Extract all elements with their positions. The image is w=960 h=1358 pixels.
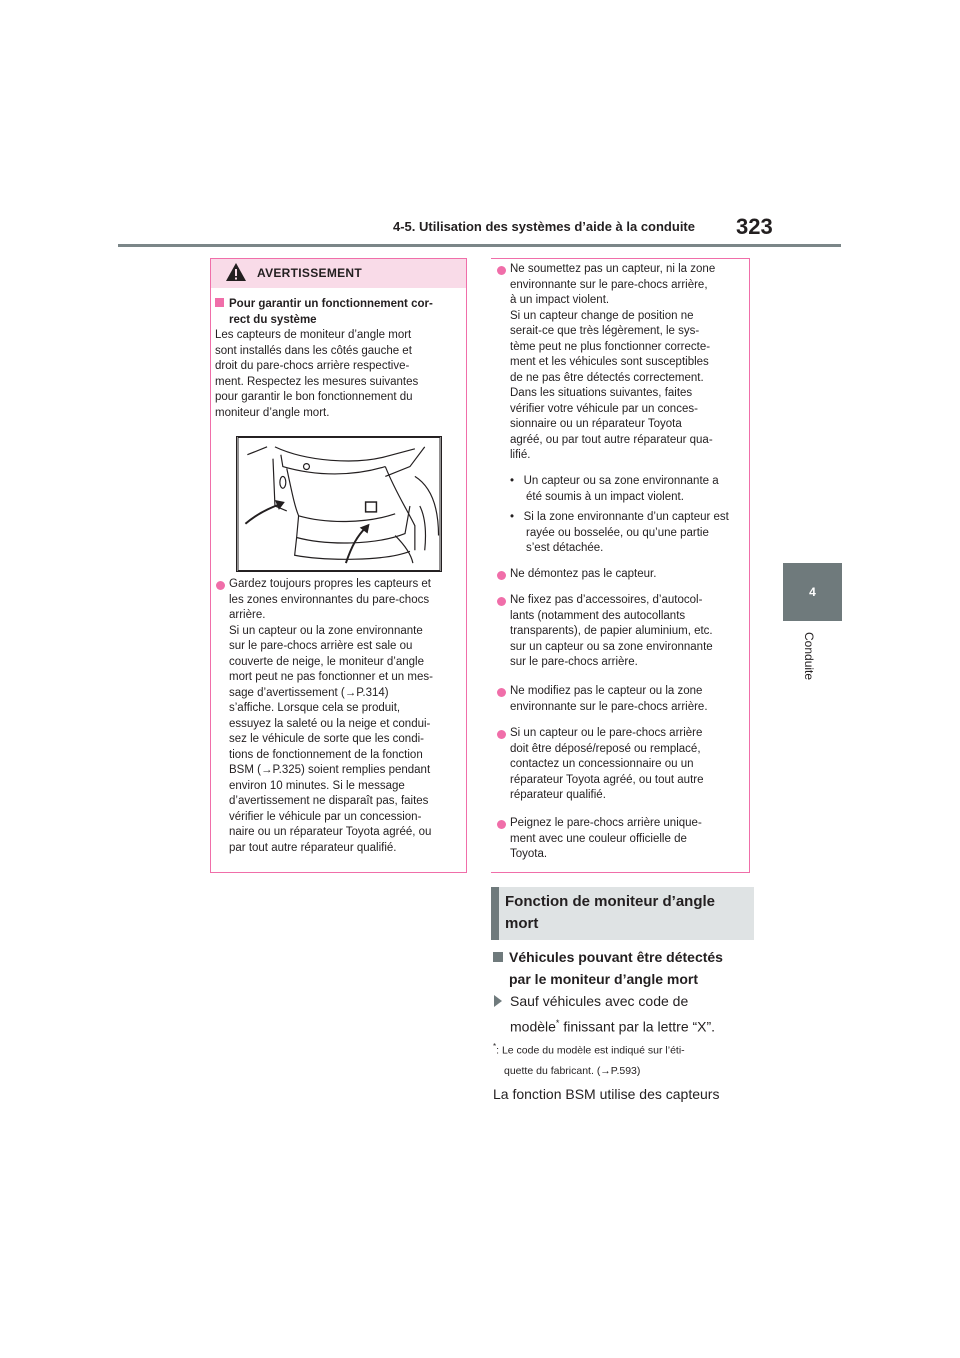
sub-heading: Véhicules pouvant être détectés par le moniteur d’angle mort — [493, 946, 723, 990]
chapter-label — [802, 632, 822, 692]
bullet-dot-icon — [497, 571, 506, 580]
bullet-dot-icon — [216, 581, 225, 590]
right-sub-bullet-2: • Si la zone environnante d’un capteur est rayée ou bosselée, ou qu’une partie s’est détachée. — [510, 511, 729, 554]
pink-square-icon — [215, 298, 224, 307]
dot-glyph: • — [510, 475, 515, 487]
dot-glyph: • — [510, 511, 515, 523]
right-bullet-3: Ne fixez pas d’accessoires, d’autocol- lants (notamment des autocollants transparents), de papier aluminium, etc. sur un capteur ou sa zone environnante sur le pare-chocs arrière. — [510, 594, 713, 668]
bullet-dot-icon — [497, 597, 506, 606]
dark-square-icon — [493, 952, 503, 962]
right-bullet-1: Ne soumettez pas un capteur, ni la zone environnante sur le pare-chocs arrière, à un impact violent. Si un capteur change de position ne serait-ce que très légèrement, le sys- tème peut ne plus fonctionner correcte- ment et les véhicules sont susceptibles de ne pas être détectés correctement. Dans les situations suivantes, faites vérifier votre véhicule par un conces- sionnaire ou un réparateur Toyota agréé, ou par tout autre réparateur qua- lifié. — [510, 263, 716, 461]
header-title: 4-5. Utilisation des systèmes d’aide à la conduite — [393, 219, 695, 234]
header-rule — [118, 244, 841, 247]
chapter-tab: 4 — [783, 563, 842, 621]
body-text: La fonction BSM utilise des capteurs — [493, 1086, 720, 1102]
bullet-dot-icon — [497, 688, 506, 697]
bullet-dot-icon — [497, 266, 506, 275]
warning-triangle-icon — [225, 262, 247, 282]
rear-bumper-sensor-illustration — [236, 436, 442, 572]
right-bullet-6: Peignez le pare-chocs arrière unique- ment avec une couleur officielle de Toyota. — [510, 817, 702, 860]
triangle-bullet-icon — [494, 995, 502, 1007]
right-bullet-5: Si un capteur ou le pare-chocs arrière doit être déposé/reposé ou remplacé, contactez un concessionnaire ou un réparateur Toyota agréé, ou tout autre réparateur qualifié. — [510, 727, 704, 801]
chapter-label-text: Conduite — [802, 632, 816, 681]
model-item: Sauf véhicules avec code de modèle* finissant par la lettre “X”. — [510, 993, 716, 1035]
section-heading-bar — [491, 887, 499, 940]
right-bullet-2: Ne démontez pas le capteur. — [510, 568, 657, 580]
page-number: 323 — [736, 214, 773, 239]
section-title: Fonction de moniteur d’angle mort — [505, 893, 715, 932]
warning-heading: Pour garantir un fonctionnement cor- rect du système — [215, 297, 433, 328]
warning-bullet-1: Gardez toujours propres les capteurs et les zones environnantes du pare-chocs arrière. Si un capteur ou la zone environnante sur le pare-chocs arrière est sale ou couverte de neige, le moniteur d’angle mort peut ne pas fonctionner et un mes- sage d’avertissement (→P.314) s’affiche. Lorsque cela se produit, essuyez la saleté ou la neige et condui- sez le véhicule de sorte que les condi- tions de fonctionnement de la fonction BSM (→P.325) soient remplies pendant environ 10 minutes. Si le message d’avertissement ne disparaît pas, faites vérifier le véhicule par un concession- naire ou un réparateur Toyota agréé, ou par tout autre réparateur qualifié. — [229, 578, 433, 854]
right-sub-bullet-1: • Un capteur ou sa zone environnante a été soumis à un impact violent. — [510, 475, 719, 503]
warning-intro: Les capteurs de moniteur d’angle mort sont installés dans les côtés gauche et droit du pare-chocs arrière respective- ment. Respectez les mesures suivantes pour garantir le bon fonctionnement du moniteur d’angle mort. — [215, 329, 419, 419]
bullet-dot-icon — [497, 820, 506, 829]
right-bullet-4: Ne modifiez pas le capteur ou la zone environnante sur le pare-chocs arrière. — [510, 685, 708, 713]
bullet-dot-icon — [497, 730, 506, 739]
footnote: *: Le code du modèle est indiqué sur l’éti- quette du fabricant. (→P.593) — [493, 1042, 685, 1077]
warning-title: AVERTISSEMENT — [257, 266, 363, 280]
